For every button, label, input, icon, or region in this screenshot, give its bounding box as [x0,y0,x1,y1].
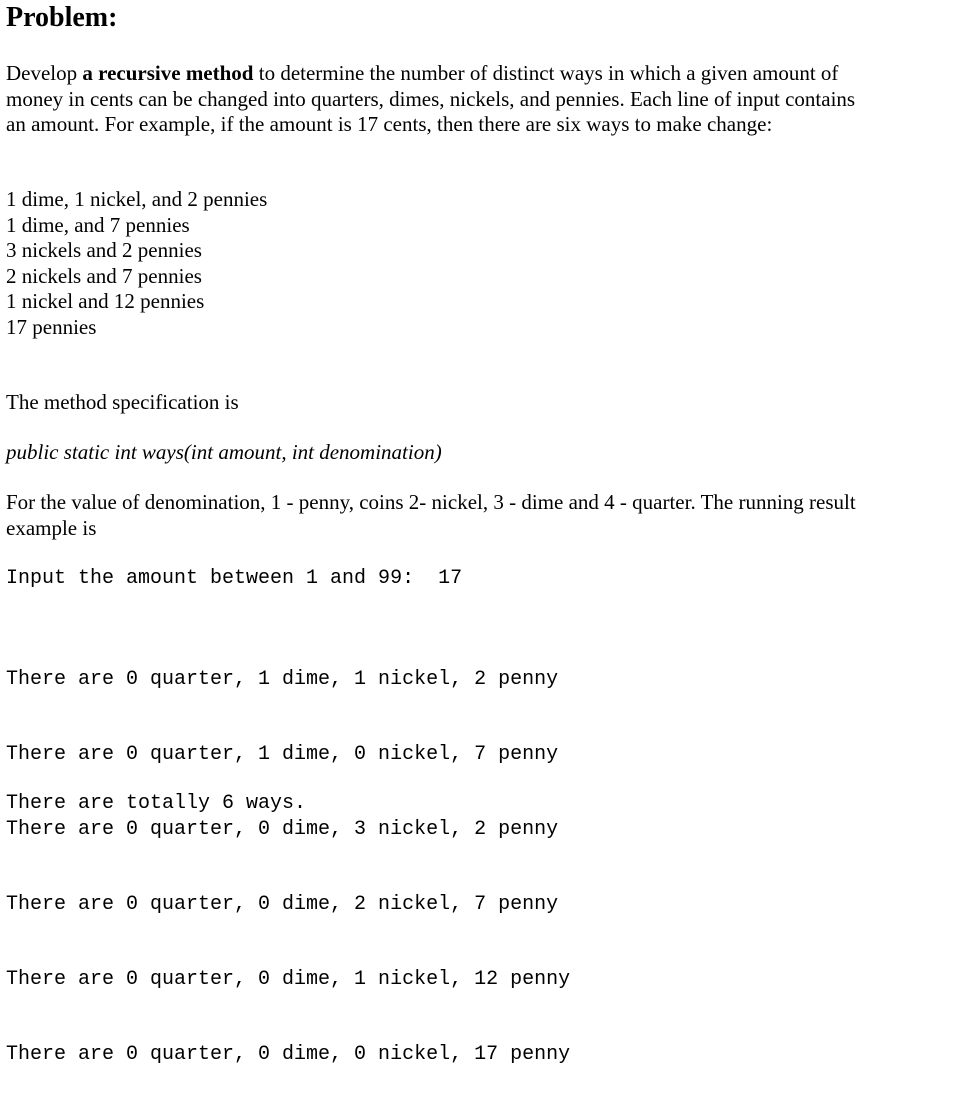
problem-heading: Problem: [6,2,118,33]
output-line: There are 0 quarter, 0 dime, 3 nickel, 2 penny [6,818,559,841]
output-line: There are 0 quarter, 1 dime, 1 nickel, 2 penny [6,668,559,691]
output-line: There are 0 quarter, 0 dime, 2 nickel, 7 penny [6,893,559,916]
intro-pre: Develop [6,61,83,85]
intro-post: to determine the number of distinct ways in which a given amount of money in cents can be changed into quarters, dimes, nickels, and pennies. Each line of input contains an amount. For example, if the amount is 17 cents, then there are six ways to make change: [6,61,856,136]
problem-intro [6,61,876,138]
console-input-line: Input the amount between 1 and 99: 17 [6,567,463,590]
way-item: 3 nickels and 2 pennies [6,238,202,262]
way-item: 1 dime, and 7 pennies [6,212,190,237]
console-output [6,617,570,1117]
way-item: 2 nickels and 7 pennies [6,263,202,288]
way-item: 1 dime, 1 nickel, and 2 pennies [6,187,268,211]
denomination-description: For the value of denomination, 1 - penny, coins 2- nickel, 3 - dime and 4 - quarter. The running result example is [6,490,856,540]
way-item: 17 pennies [6,314,97,339]
output-line: There are 0 quarter, 1 dime, 0 nickel, 7 penny [6,743,559,766]
way-item: 1 nickel and 12 pennies [6,289,205,313]
spec-label: The method specification is [6,390,239,414]
ways-list [6,187,267,340]
console-total-line: There are totally 6 ways. [6,792,307,815]
output-line: There are 0 quarter, 0 dime, 1 nickel, 12 penny [6,968,571,991]
method-signature: public static int ways(int amount, int denomination) [6,440,442,464]
output-line: There are 0 quarter, 0 dime, 0 nickel, 17 penny [6,1043,571,1066]
intro-bold: a recursive method [82,61,254,85]
